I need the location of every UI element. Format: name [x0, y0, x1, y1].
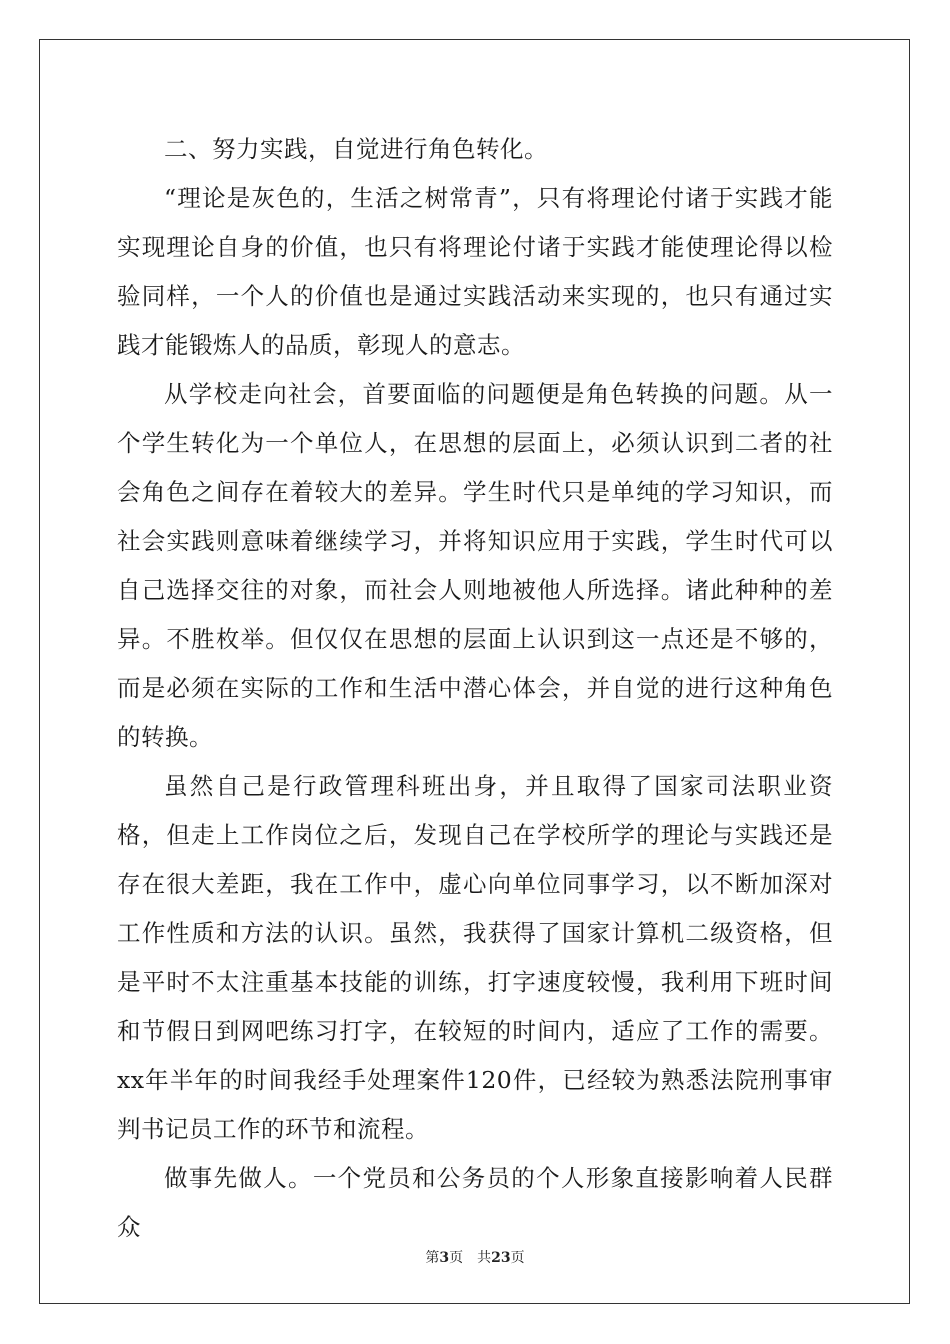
page-footer — [0, 1247, 950, 1267]
paragraph-heading: 二、努力实践，自觉进行角色转化。 — [164, 135, 548, 163]
footer-page-unit: 页 — [449, 1250, 464, 1266]
paragraph: “理论是灰色的，生活之树常青”，只有将理论付诸于实践才能实现理论自身的价值，也只有将理论付诸于实践才能使理论得以检验同样，一个人的价值也是通过实践活动来实现的，也只有通过实践才能锻炼人的品质，彰现人的意志。 — [117, 184, 833, 359]
paragraph: 虽然自己是行政管理科班出身，并且取得了国家司法职业资格，但走上工作岗位之后，发现自己在学校所学的理论与实践还是存在很大差距，我在工作中，虚心向单位同事学习，以不断加深对工作性质和方法的认识。虽然，我获得了国家计算机二级资格，但是平时不太注重基本技能的训练，打字速度较慢，我利用下班时间和节假日到网吧练习打字，在较短的时间内，适应了工作的需要。xx年半年的时间我经手处理案件120件，已经较为熟悉法院刑事审判书记员工作的环节和流程。 — [117, 772, 833, 1143]
footer-total-prefix: 共 — [477, 1250, 492, 1266]
current-page-number: 3 — [439, 1250, 450, 1266]
footer-total-unit: 页 — [510, 1250, 525, 1266]
document-body — [117, 125, 833, 1252]
total-page-count: 23 — [491, 1250, 511, 1266]
footer-prefix: 第 — [425, 1250, 440, 1266]
paragraph: 做事先做人。一个党员和公务员的个人形象直接影响着人民群众 — [117, 1164, 833, 1241]
paragraph: 从学校走向社会，首要面临的问题便是角色转换的问题。从一个学生转化为一个单位人，在思想的层面上，必须认识到二者的社会角色之间存在着较大的差异。学生时代只是单纯的学习知识，而社会实践则意味着继续学习，并将知识应用于实践，学生时代可以自己选择交往的对象，而社会人则地被他人所选择。诸此种种的差异。不胜枚举。但仅仅在思想的层面上认识到这一点还是不够的，而是必须在实际的工作和生活中潜心体会，并自觉的进行这种角色的转换。 — [117, 380, 833, 751]
